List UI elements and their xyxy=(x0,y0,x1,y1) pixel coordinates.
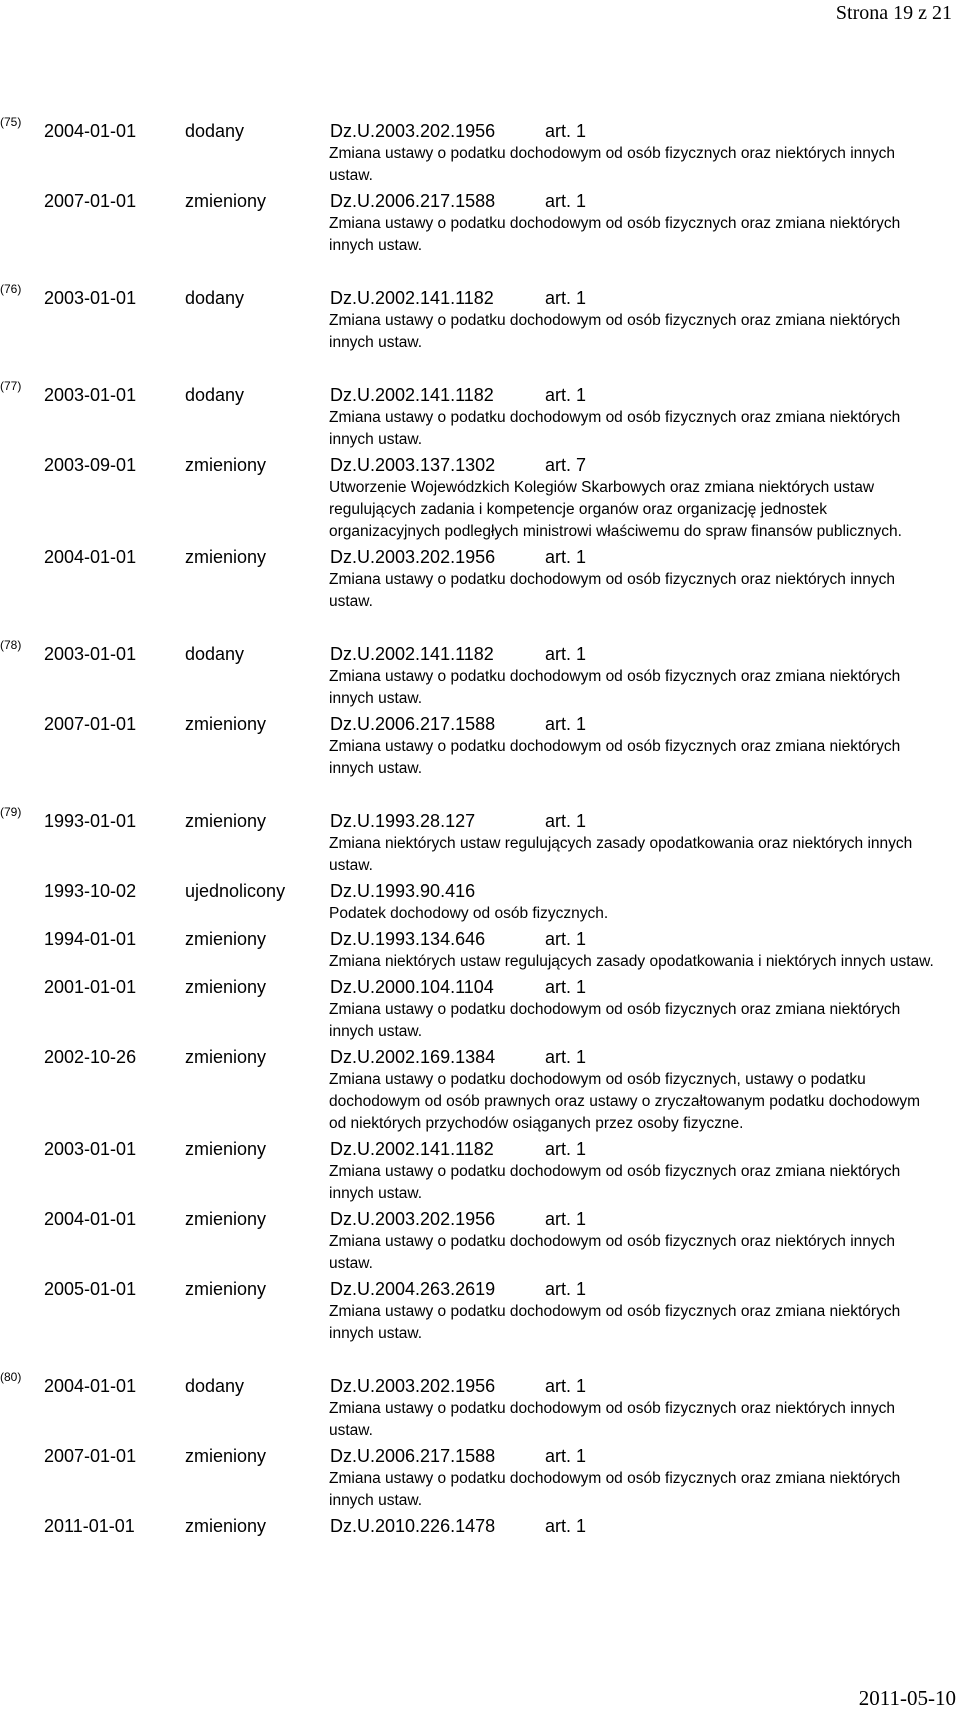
entry-date: 1993-10-02 xyxy=(44,881,137,901)
entry-status: zmieniony xyxy=(185,1209,267,1229)
entry-description: Zmiana ustawy o podatku dochodowym od osób fizycznych oraz niektórych innych ustaw. xyxy=(329,1400,896,1439)
entry-status: zmieniony xyxy=(185,547,267,567)
entry-date: 2003-01-01 xyxy=(44,385,137,405)
entry-row xyxy=(44,1444,960,1468)
history-entry xyxy=(44,879,960,927)
entry-date: 2003-09-01 xyxy=(44,455,137,475)
entry-row xyxy=(44,189,960,213)
entry-date: 2004-01-01 xyxy=(44,1376,137,1396)
entry-description: Zmiana ustawy o podatku dochodowym od osób fizycznych oraz zmiana niektórych innych ustaw. xyxy=(329,215,901,254)
entry-article: art. 1 xyxy=(545,1209,587,1229)
footnote-number: (80) xyxy=(0,1370,22,1384)
entry-date: 2011-01-01 xyxy=(44,1516,135,1536)
entry-article: art. 1 xyxy=(545,714,587,734)
history-entry xyxy=(44,189,960,259)
history-entry xyxy=(44,383,960,453)
history-entry xyxy=(44,286,960,356)
entry-row xyxy=(44,453,960,477)
footnote-number: (75) xyxy=(0,115,22,129)
entry-journal-ref: Dz.U.2010.226.1478 xyxy=(330,1516,496,1536)
entry-article: art. 1 xyxy=(545,1516,587,1536)
history-entry xyxy=(44,1137,960,1207)
history-entry xyxy=(44,927,960,975)
entry-row xyxy=(44,1207,960,1231)
entry-date: 2004-01-01 xyxy=(44,1209,137,1229)
history-entry xyxy=(44,642,960,712)
entry-journal-ref: Dz.U.2000.104.1104 xyxy=(330,977,494,997)
entry-description: Zmiana ustawy o podatku dochodowym od osób fizycznych oraz zmiana niektórych innych ustaw. xyxy=(329,738,901,777)
entry-journal-ref: Dz.U.2004.263.2619 xyxy=(330,1279,496,1299)
entry-article: art. 1 xyxy=(545,929,587,949)
entry-article: art. 7 xyxy=(545,455,587,475)
entry-status: dodany xyxy=(185,121,245,141)
history-entry xyxy=(44,453,960,545)
entry-article: art. 1 xyxy=(545,1376,587,1396)
entry-description: Zmiana ustawy o podatku dochodowym od osób fizycznych oraz niektórych innych ustaw. xyxy=(329,571,896,610)
footnote xyxy=(0,638,960,782)
entry-row xyxy=(44,119,960,143)
entry-status: zmieniony xyxy=(185,455,267,475)
entry-date: 2007-01-01 xyxy=(44,1446,137,1466)
history-entry xyxy=(44,1277,960,1347)
entry-status: zmieniony xyxy=(185,714,267,734)
entry-description: Zmiana ustawy o podatku dochodowym od osób fizycznych oraz zmiana niektórych innych ustaw. xyxy=(329,312,901,351)
entry-status: zmieniony xyxy=(185,1516,267,1536)
entry-description: Zmiana ustawy o podatku dochodowym od osób fizycznych oraz zmiana niektórych innych ustaw. xyxy=(329,1163,901,1202)
entry-status: dodany xyxy=(185,644,245,664)
history-entry xyxy=(44,545,960,615)
entry-article: art. 1 xyxy=(545,644,587,664)
entry-row xyxy=(44,1374,960,1398)
entry-status: zmieniony xyxy=(185,1139,267,1159)
entry-status: zmieniony xyxy=(185,1047,267,1067)
entry-status: zmieniony xyxy=(185,1279,267,1299)
footnote-number: (79) xyxy=(0,805,22,819)
entry-article: art. 1 xyxy=(545,547,587,567)
entry-description: Zmiana niektórych ustaw regulujących zasady opodatkowania i niektórych innych ustaw. xyxy=(329,953,934,970)
entry-article: art. 1 xyxy=(545,191,587,211)
entry-article: art. 1 xyxy=(545,1139,587,1159)
entry-description: Zmiana ustawy o podatku dochodowym od osób fizycznych oraz zmiana niektórych innych ustaw. xyxy=(329,409,901,448)
entry-status: zmieniony xyxy=(185,929,267,949)
entry-description: Zmiana ustawy o podatku dochodowym od osób fizycznych oraz zmiana niektórych innych ustaw. xyxy=(329,1470,901,1509)
entry-description: Zmiana ustawy o podatku dochodowym od osób fizycznych oraz zmiana niektórych innych ustaw. xyxy=(329,1001,901,1040)
page-number: Strona 19 z 21 xyxy=(835,2,952,24)
entry-status: dodany xyxy=(185,385,245,405)
entry-date: 1993-01-01 xyxy=(44,811,137,831)
entry-description: Zmiana ustawy o podatku dochodowym od osób fizycznych, ustawy o podatku dochodowym od osób prawnych oraz ustawy o zryczałtowanym podatku dochodowym od niektórych przychodów osiąganych przez osoby fizyczne. xyxy=(329,1071,921,1132)
entry-date: 2004-01-01 xyxy=(44,121,137,141)
entry-article: art. 1 xyxy=(545,1279,587,1299)
history-entry xyxy=(44,1444,960,1514)
entry-description: Zmiana ustawy o podatku dochodowym od osób fizycznych oraz zmiana niektórych innych ustaw. xyxy=(329,668,901,707)
entry-status: zmieniony xyxy=(185,1446,267,1466)
history-entry xyxy=(44,975,960,1045)
entry-status: ujednolicony xyxy=(185,881,286,901)
entry-row xyxy=(44,642,960,666)
entry-journal-ref: Dz.U.2002.141.1182 xyxy=(330,385,494,405)
entry-date: 2004-01-01 xyxy=(44,547,137,567)
entry-date: 2003-01-01 xyxy=(44,644,137,664)
entry-description: Zmiana ustawy o podatku dochodowym od osób fizycznych oraz zmiana niektórych innych ustaw. xyxy=(329,1303,901,1342)
entry-date: 2001-01-01 xyxy=(44,977,137,997)
footnote-number: (76) xyxy=(0,282,22,296)
entry-journal-ref: Dz.U.1993.28.127 xyxy=(330,811,476,831)
entry-journal-ref: Dz.U.2003.137.1302 xyxy=(330,455,496,475)
entry-date: 2003-01-01 xyxy=(44,288,137,308)
entry-row xyxy=(44,712,960,736)
history-entry xyxy=(44,712,960,782)
entry-journal-ref: Dz.U.2003.202.1956 xyxy=(330,547,496,567)
history-entry xyxy=(44,1374,960,1444)
entry-journal-ref: Dz.U.1993.134.646 xyxy=(330,929,486,949)
footnote xyxy=(0,805,960,1347)
entry-description: Utworzenie Wojewódzkich Kolegiów Skarbowych oraz zmiana niektórych ustaw regulujących zadania i kompetencje organów oraz organizację jednostek organizacyjnych podległych ministrowi właściwemu do spraw finansów publicznych. xyxy=(329,479,902,540)
footnote-number: (78) xyxy=(0,638,22,652)
entry-row xyxy=(44,975,960,999)
entry-journal-ref: Dz.U.2002.169.1384 xyxy=(330,1047,496,1067)
entry-row xyxy=(44,879,960,903)
history-entry xyxy=(44,1207,960,1277)
entry-description: Zmiana niektórych ustaw regulujących zasady opodatkowania oraz niektórych innych ustaw. xyxy=(329,835,913,874)
entry-article: art. 1 xyxy=(545,288,587,308)
entry-journal-ref: Dz.U.2003.202.1956 xyxy=(330,121,496,141)
entry-date: 2005-01-01 xyxy=(44,1279,137,1299)
entry-description: Zmiana ustawy o podatku dochodowym od osób fizycznych oraz niektórych innych ustaw. xyxy=(329,145,896,184)
entry-journal-ref: Dz.U.2006.217.1588 xyxy=(330,191,496,211)
footnote-number: (77) xyxy=(0,379,22,393)
history-entry xyxy=(44,119,960,189)
entry-journal-ref: Dz.U.2002.141.1182 xyxy=(330,644,494,664)
entry-journal-ref: Dz.U.2006.217.1588 xyxy=(330,1446,496,1466)
entry-journal-ref: Dz.U.2006.217.1588 xyxy=(330,714,496,734)
entry-status: dodany xyxy=(185,288,245,308)
entry-row xyxy=(44,286,960,310)
history-entry xyxy=(44,1514,960,1538)
entry-status: zmieniony xyxy=(185,977,267,997)
entry-article: art. 1 xyxy=(545,811,587,831)
entry-date: 2003-01-01 xyxy=(44,1139,137,1159)
footer-date: 2011-05-10 xyxy=(858,1686,956,1710)
entry-status: dodany xyxy=(185,1376,245,1396)
entry-journal-ref: Dz.U.2003.202.1956 xyxy=(330,1376,496,1396)
entry-row xyxy=(44,927,960,951)
footnote xyxy=(0,282,960,356)
entry-row xyxy=(44,1514,960,1538)
history-entry xyxy=(44,809,960,879)
entry-status: zmieniony xyxy=(185,191,267,211)
entry-journal-ref: Dz.U.2003.202.1956 xyxy=(330,1209,496,1229)
entry-description: Zmiana ustawy o podatku dochodowym od osób fizycznych oraz niektórych innych ustaw. xyxy=(329,1233,896,1272)
entry-description: Podatek dochodowy od osób fizycznych. xyxy=(329,905,609,922)
entry-journal-ref: Dz.U.1993.90.416 xyxy=(330,881,476,901)
footnote-list xyxy=(0,115,960,1565)
entry-date: 1994-01-01 xyxy=(44,929,137,949)
history-entry xyxy=(44,1045,960,1137)
entry-row xyxy=(44,809,960,833)
entry-article: art. 1 xyxy=(545,1446,587,1466)
footnote xyxy=(0,115,960,259)
entry-journal-ref: Dz.U.2002.141.1182 xyxy=(330,288,494,308)
entry-row xyxy=(44,1045,960,1069)
entry-status: zmieniony xyxy=(185,811,267,831)
entry-article: art. 1 xyxy=(545,977,587,997)
entry-date: 2002-10-26 xyxy=(44,1047,137,1067)
entry-date: 2007-01-01 xyxy=(44,191,137,211)
entry-article: art. 1 xyxy=(545,121,587,141)
entry-article: art. 1 xyxy=(545,385,587,405)
entry-article: art. 1 xyxy=(545,1047,587,1067)
entry-journal-ref: Dz.U.2002.141.1182 xyxy=(330,1139,494,1159)
footnote xyxy=(0,379,960,615)
entry-row xyxy=(44,1277,960,1301)
entry-row xyxy=(44,1137,960,1161)
footnote xyxy=(0,1370,960,1538)
entry-date: 2007-01-01 xyxy=(44,714,137,734)
entry-row xyxy=(44,545,960,569)
entry-row xyxy=(44,383,960,407)
